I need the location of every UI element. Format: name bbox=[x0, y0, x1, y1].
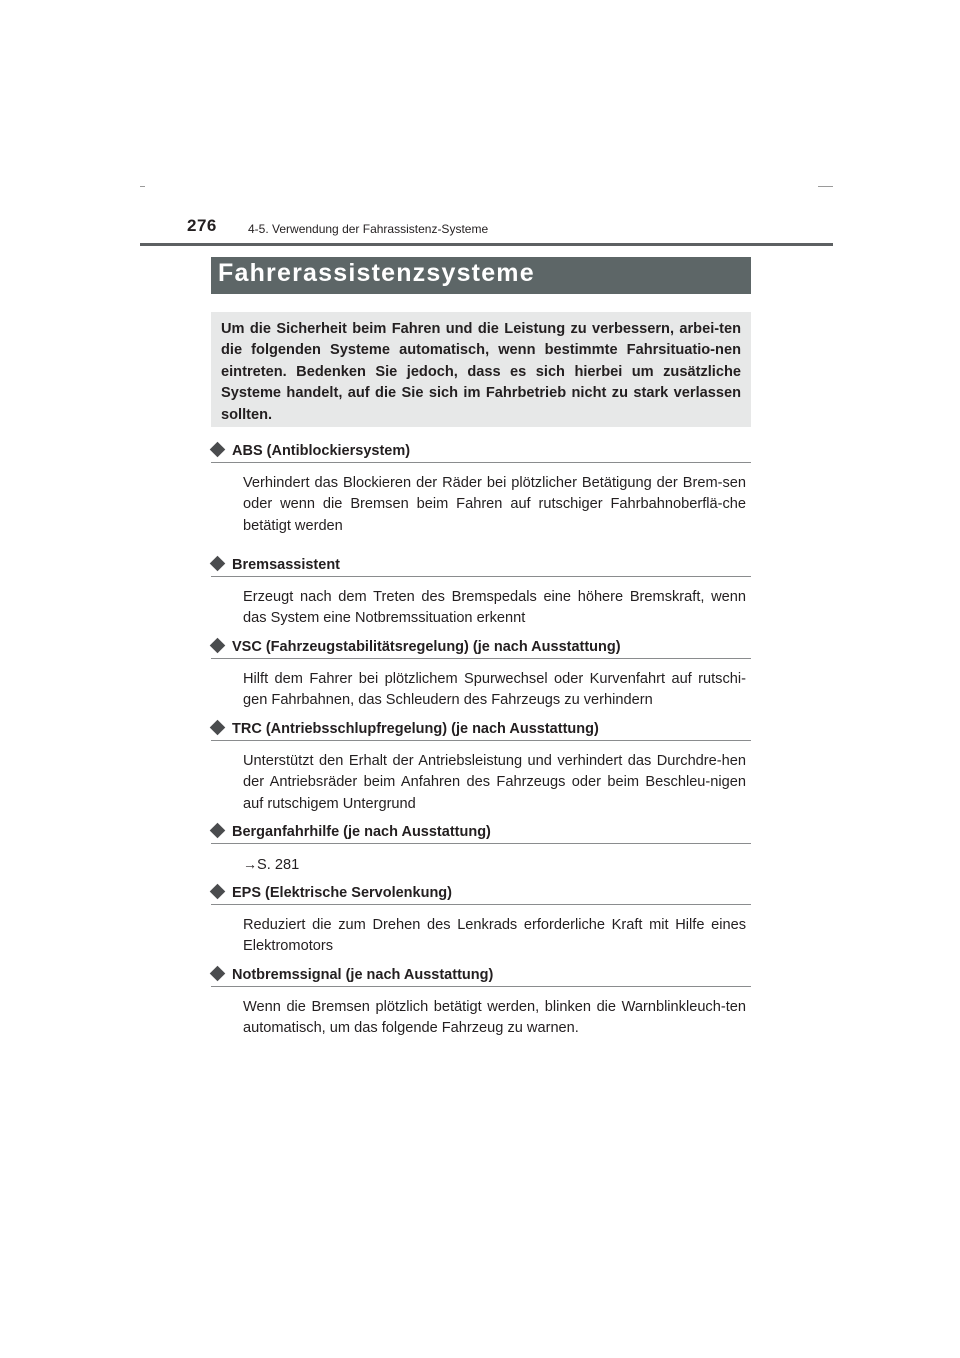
header-rule bbox=[140, 243, 833, 246]
feature-heading: Bremsassistent bbox=[232, 557, 340, 573]
feature-eps bbox=[211, 881, 751, 963]
diamond-bullet-icon bbox=[210, 720, 226, 736]
intro-text: Um die Sicherheit beim Fahren und die Leistung zu verbessern, arbei-ten die folgenden Systeme automatisch, wenn bestimmte Fahrsituatio-nen eintreten. Bedenken Sie jedoch, dass es sich hierbei um zusätzliche Systeme handelt, auf die Sie sich im Fahrbetrieb nicht zu stark verlassen sollten. bbox=[221, 321, 741, 423]
feature-heading-row bbox=[211, 717, 751, 741]
feature-heading-row bbox=[211, 820, 751, 844]
feature-hill-start bbox=[211, 820, 751, 881]
feature-description: Verhindert das Blockieren der Räder bei plötzlicher Betätigung der Brem-sen oder wenn die Bremsen beim Fahren auf rutschiger Fahrbahnoberflä-che betätigt werden bbox=[243, 475, 746, 534]
section-title-bar bbox=[211, 257, 751, 294]
feature-heading: ABS (Antiblockiersystem) bbox=[232, 443, 411, 459]
feature-brake-assist bbox=[211, 553, 751, 635]
feature-description: Reduziert die zum Drehen des Lenkrads erforderliche Kraft mit Hilfe eines Elektromotors bbox=[243, 917, 746, 955]
diamond-bullet-icon bbox=[210, 884, 226, 900]
page-number: 276 bbox=[187, 216, 217, 235]
feature-description: Unterstützt den Erhalt der Antriebsleistung und verhindert das Durchdre-hen der Antriebsräder beim Anfahren des Fahrzeugs oder beim Beschleu-nigen auf rutschigem Untergrund bbox=[243, 753, 746, 812]
feature-trc bbox=[211, 717, 751, 820]
feature-heading-row bbox=[211, 881, 751, 905]
feature-heading: EPS (Elektrische Servolenkung) bbox=[232, 885, 452, 901]
feature-list bbox=[211, 439, 751, 1045]
page-reference-label: S. 281 bbox=[257, 857, 300, 873]
feature-heading: Berganfahrhilfe (je nach Ausstattung) bbox=[232, 824, 491, 840]
feature-heading-row bbox=[211, 963, 751, 987]
feature-heading-row bbox=[211, 635, 751, 659]
feature-abs bbox=[211, 439, 751, 553]
feature-emergency-signal bbox=[211, 963, 751, 1045]
crop-mark-left bbox=[140, 186, 145, 187]
feature-heading: Notbremssignal (je nach Ausstattung) bbox=[232, 967, 494, 983]
intro-box bbox=[211, 312, 751, 427]
feature-description: Wenn die Bremsen plötzlich betätigt werden, blinken die Warnblinkleuch-ten automatisch, um das folgende Fahrzeug zu warnen. bbox=[243, 999, 746, 1037]
feature-description: Hilft dem Fahrer bei plötzlichem Spurwechsel oder Kurvenfahrt auf rutschi-gen Fahrbahnen, das Schleudern des Fahrzeugs zu verhindern bbox=[243, 671, 746, 709]
feature-heading-row bbox=[211, 553, 751, 577]
section-title: Fahrerassistenzsysteme bbox=[218, 259, 535, 287]
arrow-right-icon: → bbox=[243, 856, 257, 872]
feature-description: Erzeugt nach dem Treten des Bremspedals eine höhere Bremskraft, wenn das System eine Notbremssituation erkennt bbox=[243, 589, 746, 627]
diamond-bullet-icon bbox=[210, 442, 226, 458]
feature-heading: TRC (Antriebsschlupfregelung) (je nach Ausstattung) bbox=[232, 721, 599, 737]
diamond-bullet-icon bbox=[210, 966, 226, 982]
diamond-bullet-icon bbox=[210, 638, 226, 654]
feature-heading: VSC (Fahrzeugstabilitätsregelung) (je nach Ausstattung) bbox=[232, 639, 621, 655]
page-reference[interactable] bbox=[243, 854, 746, 876]
diamond-bullet-icon bbox=[210, 823, 226, 839]
feature-vsc bbox=[211, 635, 751, 717]
diamond-bullet-icon bbox=[210, 556, 226, 572]
chapter-title: 4-5. Verwendung der Fahrassistenz-Systeme bbox=[248, 222, 489, 236]
crop-mark-right bbox=[818, 186, 833, 187]
feature-heading-row bbox=[211, 439, 751, 463]
